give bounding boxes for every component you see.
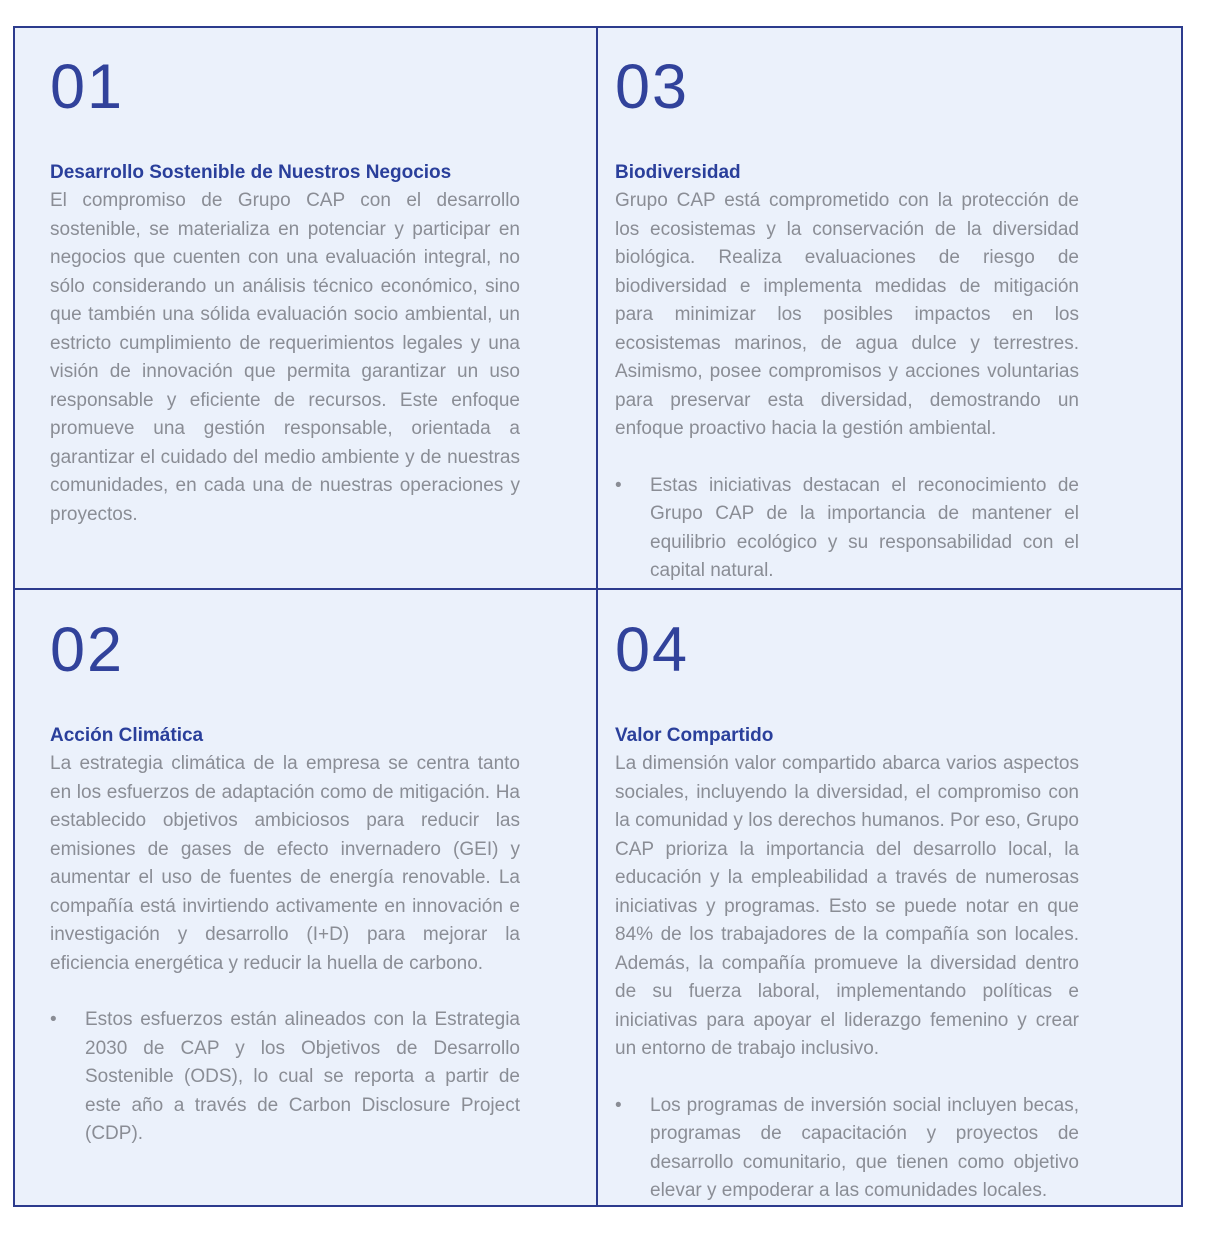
section-body: La estrategia climática de la empresa se centra tanto en los esfuerzos de adaptación como de mitigación. Ha establecido objetivos ambiciosos para reducir las emisiones de gases de efecto invernadero (GEI) y aumentar el uso de fuentes de energía renovable. La compañía está invirtiendo activamente en innovación e investigación y desarrollo (I+D) para mejorar la eficiencia energética y reducir la huella de carbono. — [50, 753, 520, 974]
bullet-item — [50, 1006, 520, 1149]
section-card-01 — [15, 28, 598, 590]
section-body: El compromiso de Grupo CAP con el desarrollo sostenible, se materializa en potenciar y participar en negocios que cuenten con una evaluación integral, no sólo considerando un análisis técnico económico, sino que también una sólida evaluación socio ambiental, un estricto cumplimiento de requerimientos legales y una visión de innovación que permita garantizar un uso responsable y eficiente de recursos. Este enfoque promueve una gestión responsable, orientada a garantizar el cuidado del medio ambiente y de nuestras comunidades, en cada una de nuestras operaciones y proyectos. — [50, 190, 520, 525]
bullet-dot: • — [615, 474, 622, 496]
section-card-03 — [598, 28, 1181, 590]
section-heading: Biodiversidad — [615, 162, 741, 183]
bullet-text: Estos esfuerzos están alineados con la Estrategia 2030 de CAP y los Objetivos de Desarrollo Sostenible (ODS), lo cual se reporta a partir de este año a través de Carbon Disclosure Project (CDP). — [85, 1009, 520, 1144]
section-body: La dimensión valor compartido abarca varios aspectos sociales, incluyendo la diversidad, el compromiso con la comunidad y los derechos humanos. Por eso, Grupo CAP prioriza la importancia del desarrollo local, la educación y la empleabilidad a través de numerosas iniciativas y programas. Esto se puede notar en que 84% de los trabajadores de la compañía son locales. Además, la compañía promueve la diversidad dentro de su fuerza laboral, implementando políticas e iniciativas para apoyar el liderazgo femenino y crear un entorno de trabajo inclusivo. — [615, 753, 1079, 1059]
section-number: 03 — [615, 52, 690, 122]
section-body: Grupo CAP está comprometido con la protección de los ecosistemas y la conservación de la diversidad biológica. Realiza evaluaciones de riesgo de biodiversidad e implementa medidas de mitigación para minimizar los posibles impactos en los ecosistemas marinos, de agua dulce y terrestres. Asimismo, posee compromisos y acciones voluntarias para preservar esta diversidad, demostrando un enfoque proactivo hacia la gestión ambiental. — [615, 190, 1079, 439]
section-number: 04 — [615, 615, 690, 685]
section-card-04 — [598, 590, 1181, 1205]
section-heading: Acción Climática — [50, 725, 204, 746]
section-card-02 — [15, 590, 598, 1205]
bullet-text: Estas iniciativas destacan el reconocimiento de Grupo CAP de la importancia de mantener el equilibrio ecológico y su responsabilidad con el capital natural. — [650, 474, 1079, 581]
bullet-text: Los programas de inversión social incluyen becas, programas de capacitación y proyectos de desarrollo comunitario, que tienen como objetivo elevar y empoderar a las comunidades locales. — [650, 1094, 1079, 1201]
sustainability-grid-panel — [13, 26, 1183, 1207]
bullet-item — [615, 472, 1079, 586]
section-number: 02 — [50, 615, 125, 685]
section-heading: Desarrollo Sostenible de Nuestros Negocios — [50, 162, 452, 183]
bullet-dot: • — [50, 1009, 57, 1030]
section-number: 01 — [50, 52, 125, 122]
bullet-dot: • — [615, 1094, 622, 1116]
section-heading: Valor Compartido — [615, 725, 774, 746]
bullet-item — [615, 1092, 1079, 1206]
